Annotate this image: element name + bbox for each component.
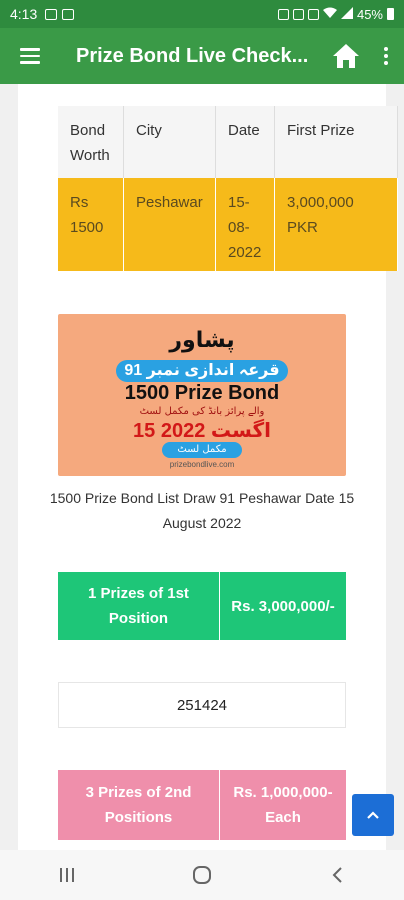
chevron-up-icon — [366, 810, 380, 820]
more-dot — [384, 61, 388, 65]
status-bar — [0, 0, 404, 28]
promo-draw-pill: قرعہ اندازی نمبر 91 — [116, 360, 288, 382]
battery-icon — [387, 8, 394, 20]
table-header-cell: Date — [216, 106, 275, 178]
alarm-icon — [278, 9, 289, 20]
promo-subtitle: والے پرائز بانڈ کی مکمل لسٹ — [139, 406, 265, 417]
first-prize-label: 1 Prizes of 1st Position — [58, 572, 220, 640]
recent-apps-icon — [58, 867, 76, 883]
table-cell: 15-08-2022 — [216, 178, 275, 271]
hamburger-line — [20, 55, 40, 58]
table-cell: 3,000,000 PKR — [275, 178, 398, 271]
bond-table[interactable] — [58, 106, 355, 271]
vibrate-icon — [293, 9, 304, 20]
battery-percent: 45% — [356, 6, 383, 22]
promo-city: پشاور — [169, 328, 235, 353]
promo-date: 15 اگست 2022 — [133, 420, 271, 442]
table-header-cell: First Prize — [275, 106, 398, 178]
menu-button[interactable] — [0, 28, 60, 84]
recent-apps-button[interactable] — [37, 850, 97, 900]
more-dot — [384, 54, 388, 58]
app-title: Prize Bond Live Check... — [76, 44, 309, 67]
second-prize-row — [58, 770, 346, 840]
wifi-icon — [323, 7, 337, 22]
promo-list-pill: مکمل لسٹ — [162, 442, 242, 458]
table-row — [58, 178, 398, 271]
system-nav-bar — [0, 850, 404, 900]
app-bar — [0, 28, 404, 84]
status-time: 4:13 — [10, 6, 38, 22]
image-caption: 1500 Prize Bond List Draw 91 Peshawar Date 15 August 2022 — [49, 490, 355, 531]
more-options-button[interactable] — [368, 28, 404, 84]
second-prize-label: 3 Prizes of 2nd Positions — [58, 770, 220, 840]
table-header-cell: City — [124, 106, 216, 178]
nfc-icon — [308, 9, 319, 20]
home-circle-icon — [192, 865, 212, 885]
first-prize-amount: Rs. 3,000,000/- — [220, 572, 346, 640]
table-header-row — [58, 106, 398, 178]
home-icon — [332, 43, 360, 69]
page-card — [18, 84, 386, 884]
more-vert-icon — [384, 47, 388, 51]
check-notification-icon — [62, 9, 74, 20]
winning-number: 251424 — [58, 682, 346, 728]
promo-bond-name: 1500 Prize Bond — [124, 382, 280, 404]
promo-site: prizebondlive.com — [169, 460, 235, 469]
hamburger-line — [20, 61, 40, 64]
first-prize-row — [58, 572, 346, 640]
back-icon — [331, 866, 343, 884]
back-button[interactable] — [307, 850, 367, 900]
status-right — [278, 7, 394, 22]
table-cell: Peshawar — [124, 178, 216, 271]
home-button[interactable] — [324, 28, 368, 84]
hamburger-icon — [20, 48, 40, 51]
signal-icon — [341, 7, 353, 22]
promo-image — [58, 314, 346, 476]
scroll-to-top-button[interactable] — [352, 794, 394, 836]
gallery-notification-icon — [45, 9, 57, 20]
table-header-cell: Bond Worth — [58, 106, 124, 178]
home-nav-button[interactable] — [172, 850, 232, 900]
second-prize-amount: Rs. 1,000,000- Each — [220, 770, 346, 840]
table-cell: Rs 1500 — [58, 178, 124, 271]
content-area[interactable] — [0, 84, 404, 850]
